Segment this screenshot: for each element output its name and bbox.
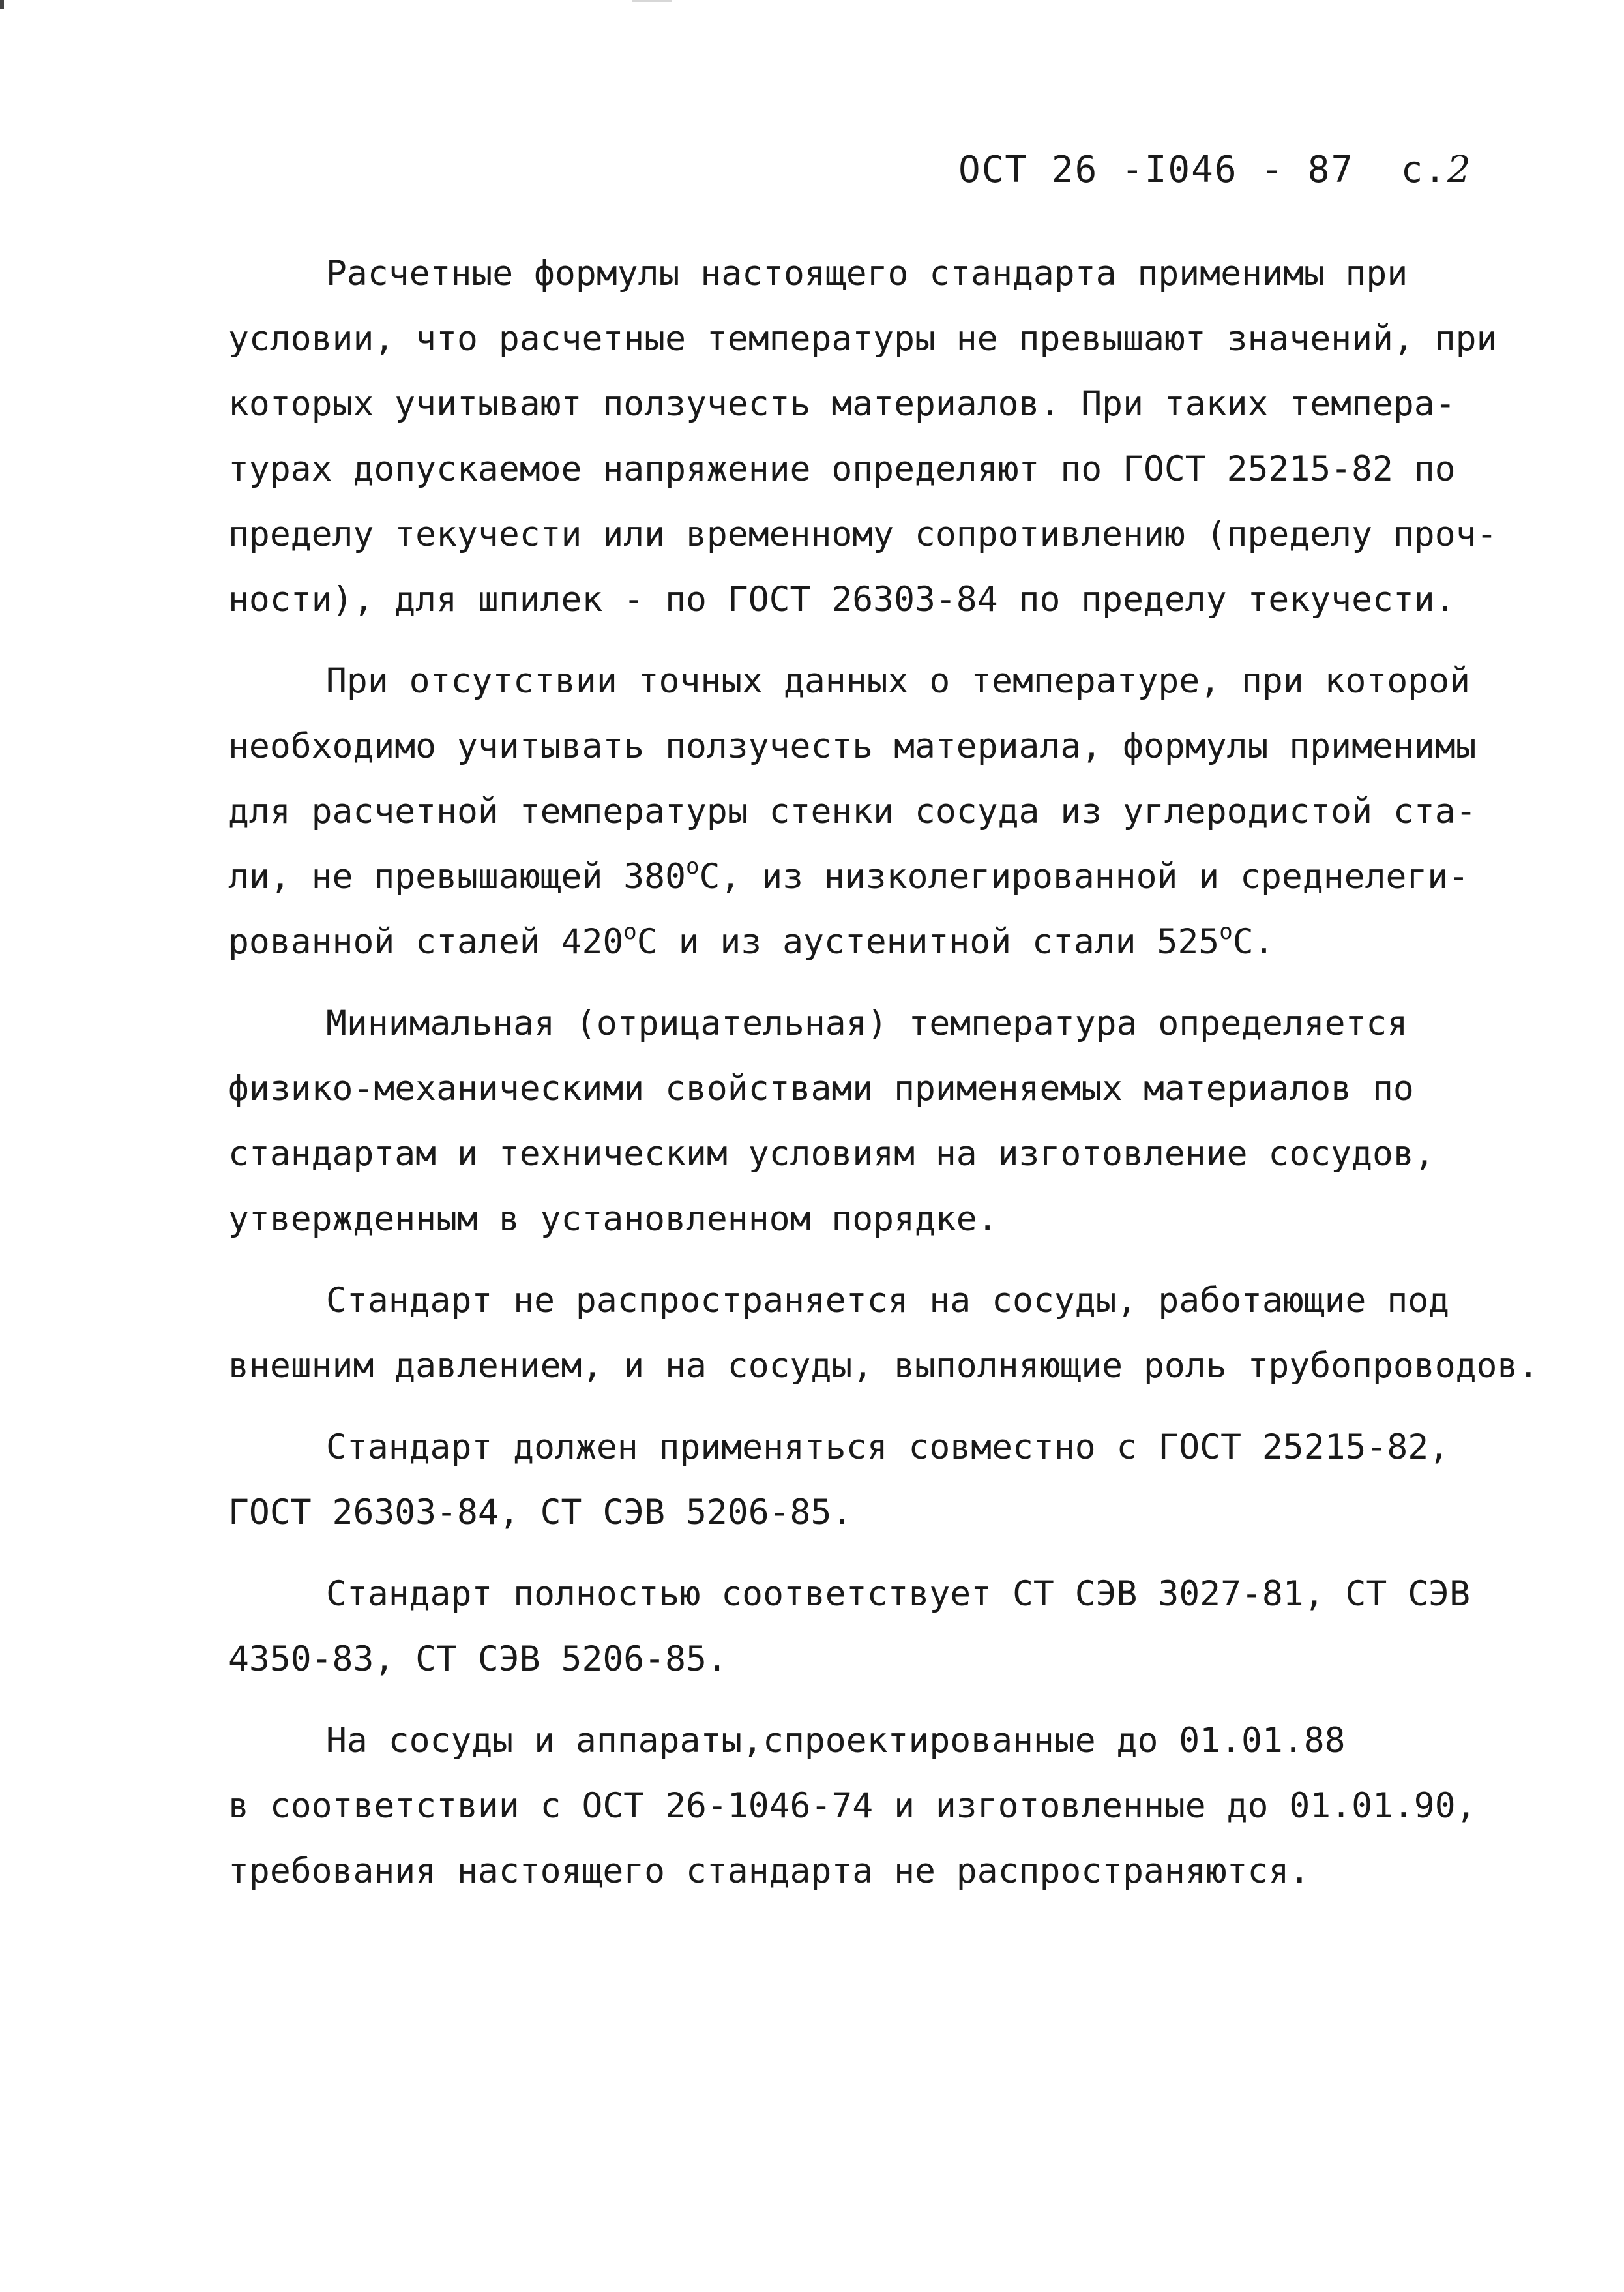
paragraph-correspondence [228,1562,1499,1692]
standard-designation: ОСТ 26 -I046 - 87 [958,149,1355,191]
text-line: необходимо учитывать ползучесть материала, формулы применимы [228,726,1477,766]
paragraph-joint-application [228,1415,1499,1545]
text-line: При отсутствии точных данных о температуре, при которой [326,661,1470,701]
text-fragment: С. [1232,922,1275,962]
text-line: требования настоящего стандарта не распространяются. [228,1851,1310,1891]
text-line: Стандарт полностью соответствует СТ СЭВ 3027-81, СТ СЭВ [326,1574,1470,1614]
text-line: в соответствии с ОСТ 26-1046-74 и изготовленные до 01.01.90, [228,1786,1477,1826]
text-line: внешним давлением, и на сосуды, выполняющие роль трубопроводов. [228,1346,1539,1386]
text-line: стандартам и техническим условиям на изготовление сосудов, [228,1134,1435,1174]
text-line: турах допускаемое напряжение определяют по ГОСТ 25215-82 по [228,449,1456,489]
text-line: Расчетные формулы настоящего стандарта применимы при [326,254,1408,293]
paragraph-temperature-limits [228,649,1499,975]
document-body [228,241,1539,1904]
text-line: 4350-83, СТ СЭВ 5206-85. [228,1639,728,1679]
page-prefix: с. [1400,149,1448,191]
degree-sign: о [623,919,637,945]
degree-sign: о [686,854,700,880]
text-line: которых учитывают ползучесть материалов. При таких темпера- [228,384,1456,424]
text-line: На сосуды и аппараты,спроектированные до 01.01.88 [326,1721,1346,1761]
page-number: 2 [1447,149,1472,191]
text-line: Стандарт должен применяться совместно с ГОСТ 25215-82, [326,1427,1450,1467]
text-line: пределу текучести или временному сопротивлению (пределу проч- [228,514,1498,554]
text-line: условии, что расчетные температуры не превышают значений, при [228,319,1498,359]
text-line: Минимальная (отрицательная) температура определяется [326,1004,1408,1043]
text-line-temperature-1 [228,844,1499,910]
text-line: физико-механическими свойствами применяемых материалов по [228,1069,1414,1109]
text-fragment: ли, не превышающей 380 [228,857,686,897]
text-line: утвержденным в установленном порядке. [228,1199,998,1239]
page-header [958,149,1472,191]
text-line: ности), для шпилек - по ГОСТ 26303-84 по пределу текучести. [228,580,1456,619]
scan-top-mark [632,0,672,2]
text-line: Стандарт не распространяется на сосуды, работающие под [326,1281,1450,1320]
text-line: ГОСТ 26303-84, СТ СЭВ 5206-85. [228,1493,853,1532]
text-line-temperature-2 [228,910,1499,975]
text-fragment: С, из низколегированной и среднелеги- [699,857,1469,897]
text-fragment: С и из аустенитной стали 525 [636,922,1220,962]
paragraph-minimum-temperature [228,991,1499,1252]
degree-sign: о [1219,919,1233,945]
paragraph-applicability [228,241,1499,633]
scan-edge-mark [0,0,4,9]
paragraph-scope-exclusion [228,1268,1539,1399]
text-line: для расчетной температуры стенки сосуда из углеродистой ста- [228,792,1477,831]
paragraph-transition [228,1708,1499,1904]
text-fragment: рованной сталей 420 [228,922,624,962]
